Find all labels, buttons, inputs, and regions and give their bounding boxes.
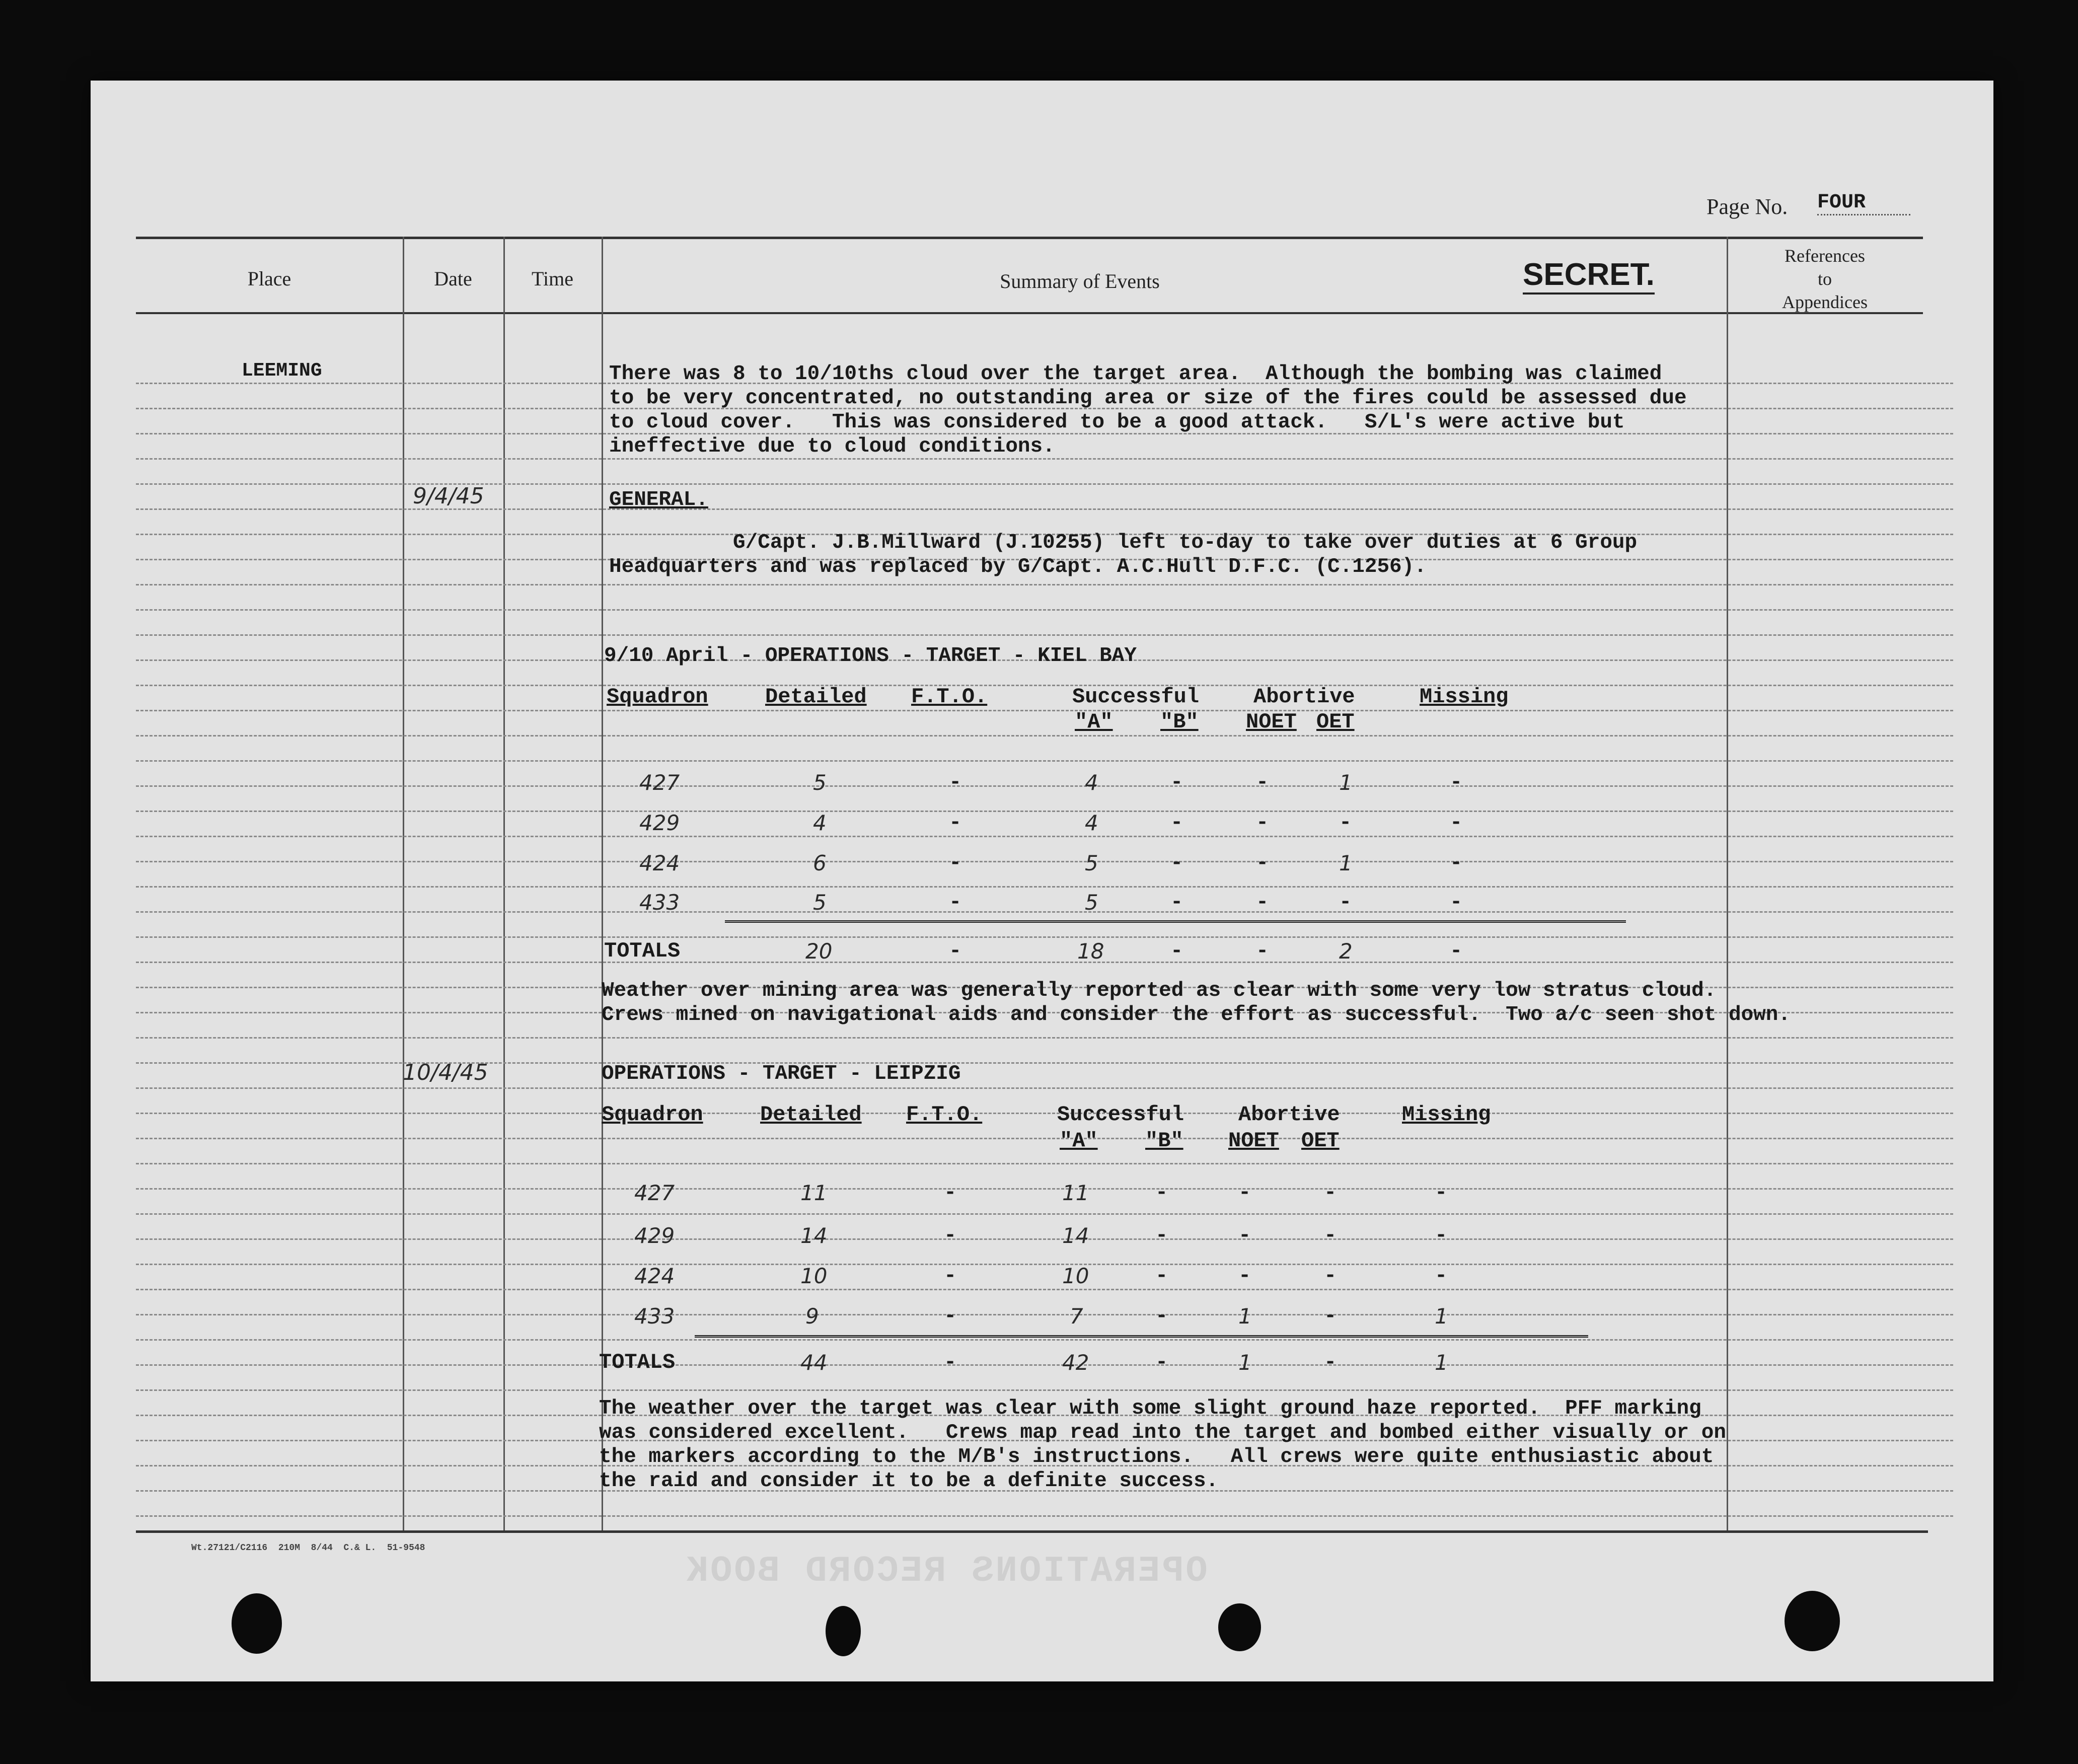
col-b: "B" (1145, 1129, 1183, 1153)
summary-line: ineffective due to cloud conditions. (609, 435, 1055, 458)
col-noet: NOET (1246, 710, 1297, 734)
oet-cell: - (1339, 811, 1352, 835)
column-line-time (503, 237, 505, 1530)
col-abortive: Abortive (1238, 1102, 1340, 1127)
col-missing: Missing (1402, 1102, 1491, 1127)
general-line: G/Capt. J.B.Millward (J.10255) left to-day to take over duties at 6 Group (609, 531, 1638, 554)
oet-cell: - (1324, 1304, 1337, 1328)
general-heading: GENERAL. (609, 488, 708, 511)
total-a: 18 (1077, 939, 1104, 964)
squadron-cell: 433 (639, 890, 680, 915)
document-page (91, 81, 1993, 1681)
oet-cell: 1 (1339, 851, 1353, 875)
summary-line: to be very concentrated, no outstanding area or size of the fires could be assessed due (609, 387, 1687, 410)
col-missing: Missing (1420, 685, 1509, 709)
total-fto: - (944, 1350, 957, 1374)
a-cell: 4 (1085, 811, 1098, 835)
detailed-cell: 5 (813, 770, 827, 795)
b-cell: - (1170, 851, 1183, 875)
b-cell: - (1155, 1264, 1168, 1288)
a-cell: 4 (1085, 770, 1098, 795)
col-b: "B" (1160, 710, 1199, 734)
missing-cell: 1 (1435, 1304, 1448, 1329)
summary-line: There was 8 to 10/10ths cloud over the target area. Although the bombing was claimed (609, 362, 1662, 386)
b-cell: - (1155, 1181, 1168, 1205)
detailed-cell: 10 (800, 1264, 828, 1288)
fto-cell: - (949, 811, 962, 835)
a-cell: 10 (1062, 1264, 1089, 1288)
missing-cell: - (1450, 890, 1463, 914)
header-summary: Summary of Events (1000, 270, 1160, 292)
squadron-cell: 427 (634, 1181, 675, 1205)
b-cell: - (1170, 890, 1183, 914)
total-a: 42 (1062, 1350, 1089, 1375)
col-squadron: Squadron (602, 1102, 703, 1127)
total-fto: - (949, 939, 962, 963)
detailed-cell: 6 (813, 851, 827, 875)
binder-hole (826, 1606, 861, 1656)
header-date: Date (434, 267, 472, 290)
totals-label: TOTALS (599, 1350, 676, 1374)
fto-cell: - (949, 770, 962, 794)
header-time: Time (531, 267, 573, 290)
header-references-line-1: References (1785, 246, 1865, 266)
col-noet: NOET (1228, 1129, 1279, 1153)
b-cell: - (1170, 770, 1183, 794)
col-fto: F.T.O. (906, 1102, 983, 1127)
noet-cell: - (1256, 811, 1269, 835)
oet-cell: - (1339, 890, 1352, 914)
noet-cell: - (1238, 1223, 1251, 1247)
missing-cell: - (1435, 1181, 1448, 1205)
footer-rule (136, 1530, 1928, 1533)
fto-cell: - (944, 1181, 957, 1205)
detailed-cell: 4 (813, 811, 827, 835)
date-10-4-45: 10/4/45 (403, 1060, 488, 1085)
total-missing: 1 (1435, 1350, 1448, 1375)
squadron-cell: 424 (634, 1264, 675, 1288)
detailed-cell: 9 (805, 1304, 819, 1329)
col-detailed: Detailed (760, 1102, 862, 1127)
b-cell: - (1155, 1304, 1168, 1328)
totals-rule (725, 920, 1626, 923)
op2-remark-line: the raid and consider it to be a definite success. (599, 1469, 1219, 1493)
column-line-date (403, 237, 404, 1530)
col-abortive: Abortive (1253, 685, 1355, 709)
b-cell: - (1170, 811, 1183, 835)
print-code: Wt.27121/C2116 210M 8/44 C.& L. 51-9548 (191, 1543, 425, 1553)
squadron-cell: 427 (639, 770, 680, 795)
page-number-label: Page No. (1706, 194, 1788, 219)
col-successful: Successful (1057, 1102, 1184, 1127)
binder-hole (232, 1593, 282, 1654)
detailed-cell: 14 (800, 1223, 828, 1248)
header-references-line-3: Appendices (1782, 292, 1868, 312)
place-leeming: LEEMING (242, 360, 322, 382)
oet-cell: 1 (1339, 770, 1353, 795)
total-b: - (1170, 939, 1183, 963)
op2-remark-line: was considered excellent. Crews map read into the target and bombed either visually or on (599, 1421, 1726, 1444)
oet-cell: - (1324, 1264, 1337, 1288)
a-cell: 7 (1070, 1304, 1083, 1329)
total-detailed: 20 (805, 939, 833, 964)
date-9-4-45: 9/4/45 (413, 483, 484, 509)
total-oet: - (1324, 1350, 1337, 1374)
bleed-through-text: OPERATIONS RECORD BOOK (685, 1551, 1208, 1592)
missing-cell: - (1450, 811, 1463, 835)
oet-cell: - (1324, 1223, 1337, 1247)
col-oet: OET (1301, 1129, 1340, 1153)
column-line-references (1727, 237, 1728, 1530)
squadron-cell: 429 (639, 811, 680, 835)
summary-line: to cloud cover. This was considered to be a good attack. S/L's were active but (609, 411, 1625, 434)
total-b: - (1155, 1350, 1168, 1374)
missing-cell: - (1435, 1223, 1448, 1247)
op1-title: 9/10 April - OPERATIONS - TARGET - KIEL BAY (604, 644, 1137, 668)
missing-cell: - (1435, 1264, 1448, 1288)
total-noet: - (1256, 939, 1269, 963)
noet-cell: - (1256, 851, 1269, 875)
col-successful: Successful (1072, 685, 1200, 709)
noet-cell: 1 (1238, 1304, 1252, 1329)
fto-cell: - (949, 890, 962, 914)
binder-hole (1785, 1591, 1840, 1651)
col-fto: F.T.O. (911, 685, 988, 709)
col-a: "A" (1060, 1129, 1098, 1153)
page-number-value: FOUR (1817, 191, 1910, 215)
secret-stamp: SECRET. (1523, 257, 1655, 295)
squadron-cell: 433 (634, 1304, 675, 1329)
total-oet: 2 (1339, 939, 1353, 964)
squadron-cell: 424 (639, 851, 680, 875)
oet-cell: - (1324, 1181, 1337, 1205)
detailed-cell: 5 (813, 890, 827, 915)
squadron-cell: 429 (634, 1223, 675, 1248)
op1-remark-line: Crews mined on navigational aids and consider the effort as successful. Two a/c seen shot down. (602, 1003, 1791, 1026)
total-noet: 1 (1238, 1350, 1252, 1375)
noet-cell: - (1256, 890, 1269, 914)
totals-label: TOTALS (604, 939, 681, 963)
header-place: Place (247, 267, 291, 290)
a-cell: 14 (1062, 1223, 1089, 1248)
op1-remark-line: Weather over mining area was generally reported as clear with some very low stratus cloud. (602, 979, 1717, 1002)
noet-cell: - (1256, 770, 1269, 794)
binder-hole (1218, 1603, 1261, 1651)
header-references (1727, 244, 1923, 314)
a-cell: 5 (1085, 851, 1098, 875)
noet-cell: - (1238, 1264, 1251, 1288)
header-references-line-2: to (1817, 269, 1832, 289)
op2-title: OPERATIONS - TARGET - LEIPZIG (602, 1062, 961, 1085)
fto-cell: - (949, 851, 962, 875)
totals-rule (695, 1335, 1588, 1338)
a-cell: 11 (1062, 1181, 1089, 1205)
detailed-cell: 11 (800, 1181, 828, 1205)
a-cell: 5 (1085, 890, 1098, 915)
op2-remark-line: The weather over the target was clear with some slight ground haze reported. PFF marking (599, 1397, 1701, 1420)
total-detailed: 44 (800, 1350, 828, 1375)
col-detailed: Detailed (765, 685, 867, 709)
total-missing: - (1450, 939, 1463, 963)
fto-cell: - (944, 1304, 957, 1328)
op2-remark-line: the markers according to the M/B's instructions. All crews were quite enthusiastic about (599, 1445, 1714, 1468)
general-line: Headquarters and was replaced by G/Capt. A.C.Hull D.F.C. (C.1256). (609, 555, 1427, 578)
col-oet: OET (1316, 710, 1355, 734)
noet-cell: - (1238, 1181, 1251, 1205)
missing-cell: - (1450, 770, 1463, 794)
fto-cell: - (944, 1264, 957, 1288)
col-squadron: Squadron (607, 685, 708, 709)
b-cell: - (1155, 1223, 1168, 1247)
col-a: "A" (1075, 710, 1113, 734)
column-line-summary (602, 237, 603, 1530)
missing-cell: - (1450, 851, 1463, 875)
fto-cell: - (944, 1223, 957, 1247)
